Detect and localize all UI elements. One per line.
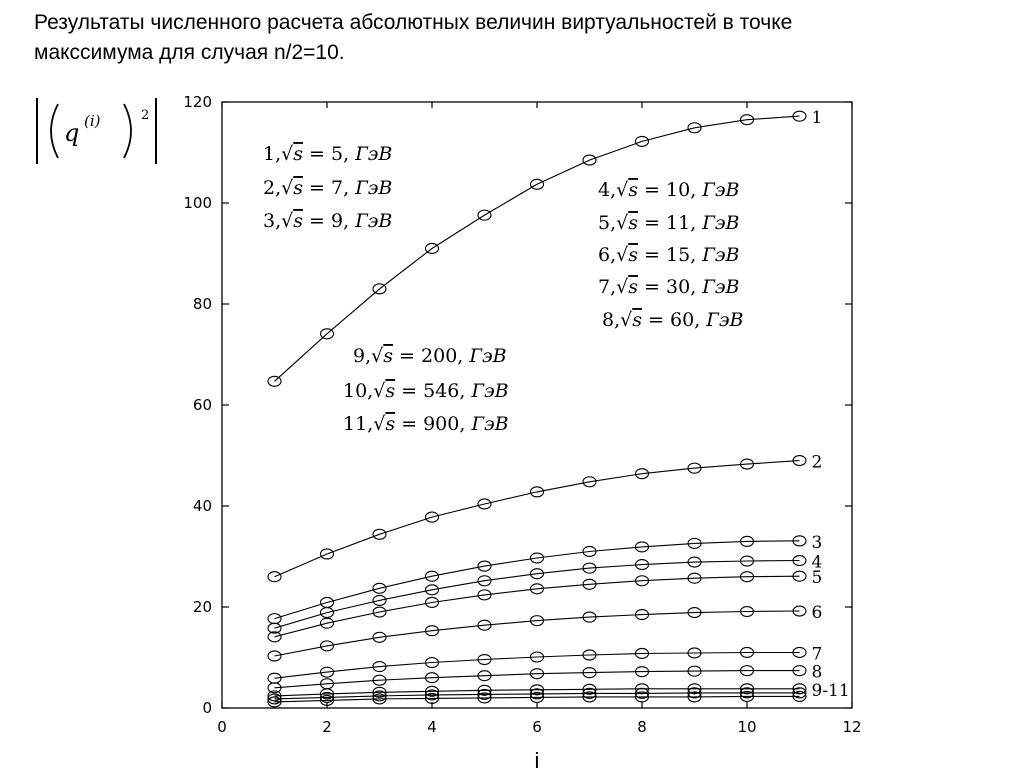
curve-label-8: 8 xyxy=(811,662,823,683)
x-tick-label: 6 xyxy=(532,718,542,736)
legend-entry-10: 10,√s = 546, ГэВ xyxy=(343,380,509,402)
legend-entry-11: 11,√s = 900, ГэВ xyxy=(343,413,509,435)
y-axis-label-q: q xyxy=(64,119,80,147)
curve-label-9-11: 9-11 xyxy=(811,680,850,701)
legend-entry-8: 8,√s = 60, ГэВ xyxy=(602,309,744,331)
x-tick-label: 0 xyxy=(217,718,227,736)
y-axis-label-superscript: (i) xyxy=(84,112,101,130)
y-tick-label: 60 xyxy=(192,396,212,414)
series-line-7 xyxy=(275,653,800,679)
y-tick-label: 40 xyxy=(192,497,212,515)
legend-entry-1: 1,√s = 5, ГэВ xyxy=(263,143,393,165)
title-line-2: макссимума для случая n/2=10. xyxy=(34,41,345,64)
x-tick-label: 8 xyxy=(637,718,647,736)
y-tick-label: 120 xyxy=(183,93,212,111)
curve-label-4: 4 xyxy=(811,552,823,573)
x-tick-label: 10 xyxy=(737,718,757,736)
title-line-1: Результаты численного расчета абсолютных величин виртуальностей в точке xyxy=(34,11,793,34)
legend-entry-4: 4,√s = 10, ГэВ xyxy=(598,179,740,201)
y-tick-label: 100 xyxy=(183,194,212,212)
y-axis-label-power: 2 xyxy=(141,108,150,123)
curve-label-3: 3 xyxy=(811,532,823,553)
legend-entry-5: 5,√s = 11, ГэВ xyxy=(598,212,740,234)
legend-entry-2: 2,√s = 7, ГэВ xyxy=(263,177,393,199)
curve-label-7: 7 xyxy=(811,644,823,665)
curve-label-1: 1 xyxy=(811,108,823,129)
x-tick-label: 4 xyxy=(427,718,437,736)
legend-entry-9: 9,√s = 200, ГэВ xyxy=(353,345,507,367)
series-line-2 xyxy=(275,461,800,577)
x-tick-label: 12 xyxy=(842,718,862,736)
y-tick-label: 20 xyxy=(192,598,212,616)
legend-entry-6: 6,√s = 15, ГэВ xyxy=(598,244,740,266)
series-line-10 xyxy=(275,693,800,699)
y-axis-label xyxy=(37,98,156,164)
y-tick-label: 80 xyxy=(192,295,212,313)
x-axis-label: i xyxy=(534,748,540,768)
curve-label-2: 2 xyxy=(811,452,823,473)
data-point xyxy=(268,614,281,624)
legend-entry-7: 7,√s = 30, ГэВ xyxy=(598,276,740,298)
x-tick-label: 2 xyxy=(322,718,332,736)
legend-entry-3: 3,√s = 9, ГэВ xyxy=(263,210,393,232)
y-tick-label: 0 xyxy=(202,699,212,717)
curve-label-6: 6 xyxy=(811,603,823,624)
curve-label-5: 5 xyxy=(811,568,823,589)
